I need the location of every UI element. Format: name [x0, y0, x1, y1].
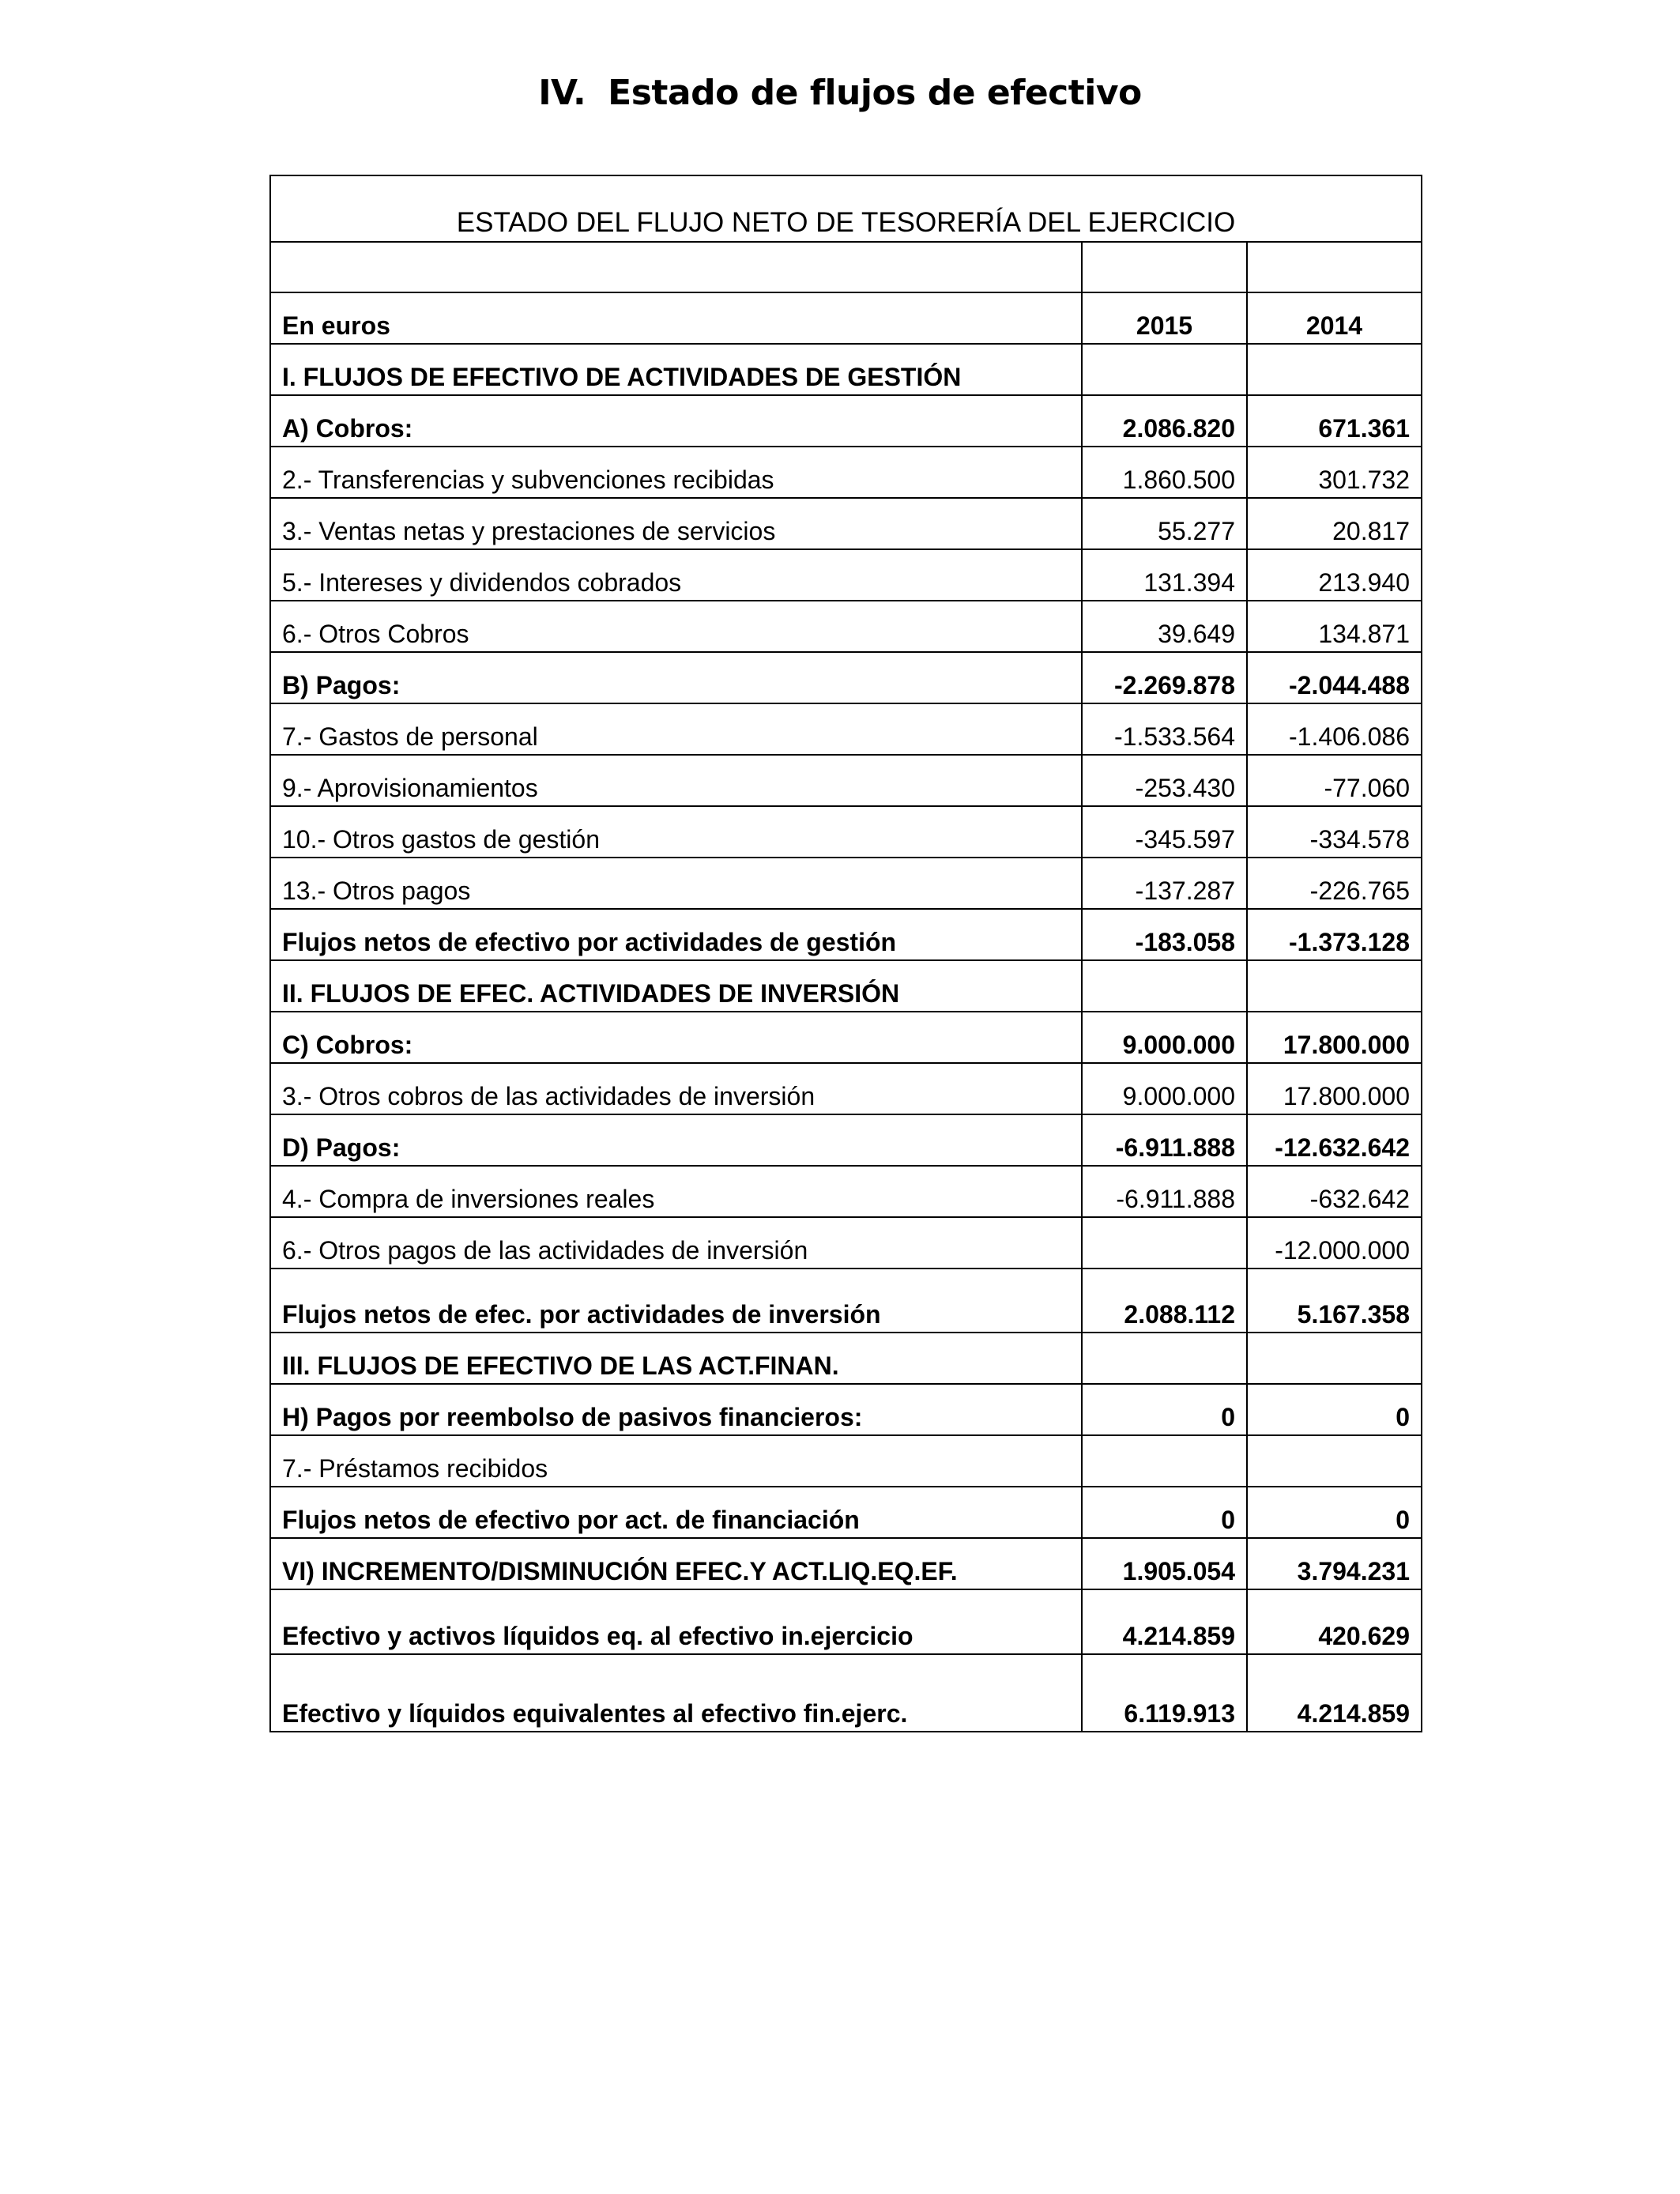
- table-title-row: [270, 175, 1422, 242]
- value-2014: 0: [1247, 1487, 1422, 1538]
- row-label: 3.- Ventas netas y prestaciones de servicios: [270, 498, 1082, 549]
- row-label: 13.- Otros pagos: [270, 858, 1082, 909]
- table-row: [270, 1269, 1422, 1333]
- value-2015: [1082, 960, 1247, 1012]
- row-label: 4.- Compra de inversiones reales: [270, 1166, 1082, 1217]
- value-2014: [1247, 960, 1422, 1012]
- row-label: I. FLUJOS DE EFECTIVO DE ACTIVIDADES DE GESTIÓN: [270, 344, 1082, 395]
- row-label: 7.- Gastos de personal: [270, 703, 1082, 755]
- value-2014: -77.060: [1247, 755, 1422, 806]
- row-label: 6.- Otros Cobros: [270, 601, 1082, 652]
- row-label: C) Cobros:: [270, 1012, 1082, 1063]
- table-row: [270, 1538, 1422, 1589]
- value-2015: 0: [1082, 1384, 1247, 1435]
- value-2014: -226.765: [1247, 858, 1422, 909]
- table-row: [270, 909, 1422, 960]
- table-row: [270, 1012, 1422, 1063]
- row-label: Efectivo y líquidos equivalentes al efectivo fin.ejerc.: [270, 1654, 1082, 1732]
- units-label: En euros: [270, 292, 1082, 344]
- table-row: [270, 447, 1422, 498]
- table-row: [270, 1166, 1422, 1217]
- value-2014: -1.373.128: [1247, 909, 1422, 960]
- value-2014: 134.871: [1247, 601, 1422, 652]
- value-2014: -1.406.086: [1247, 703, 1422, 755]
- value-2015: 9.000.000: [1082, 1063, 1247, 1114]
- value-2015: 0: [1082, 1487, 1247, 1538]
- value-2014: 4.214.859: [1247, 1654, 1422, 1732]
- value-2015: 1.860.500: [1082, 447, 1247, 498]
- value-2014: 20.817: [1247, 498, 1422, 549]
- value-2015: -2.269.878: [1082, 652, 1247, 703]
- spacer-cell: [270, 242, 1082, 292]
- cash-flow-table: [269, 175, 1422, 1732]
- value-2014: 5.167.358: [1247, 1269, 1422, 1333]
- table-row: [270, 1063, 1422, 1114]
- table-row: [270, 1333, 1422, 1384]
- row-label: H) Pagos por reembolso de pasivos financieros:: [270, 1384, 1082, 1435]
- table-row: [270, 601, 1422, 652]
- row-label: VI) INCREMENTO/DISMINUCIÓN EFEC.Y ACT.LIQ.EQ.EF.: [270, 1538, 1082, 1589]
- value-2014: 3.794.231: [1247, 1538, 1422, 1589]
- row-label: 9.- Aprovisionamientos: [270, 755, 1082, 806]
- table-row: [270, 703, 1422, 755]
- table-row: [270, 1654, 1422, 1732]
- value-2014: 17.800.000: [1247, 1012, 1422, 1063]
- table-row: [270, 395, 1422, 447]
- row-label: Flujos netos de efectivo por act. de financiación: [270, 1487, 1082, 1538]
- table-row: [270, 960, 1422, 1012]
- value-2015: -1.533.564: [1082, 703, 1247, 755]
- value-2014: -12.632.642: [1247, 1114, 1422, 1166]
- row-label: Efectivo y activos líquidos eq. al efectivo in.ejercicio: [270, 1589, 1082, 1654]
- row-label: A) Cobros:: [270, 395, 1082, 447]
- row-label: 6.- Otros pagos de las actividades de inversión: [270, 1217, 1082, 1269]
- table-row: [270, 1217, 1422, 1269]
- row-label: III. FLUJOS DE EFECTIVO DE LAS ACT.FINAN.: [270, 1333, 1082, 1384]
- value-2015: 39.649: [1082, 601, 1247, 652]
- header-row: [270, 292, 1422, 344]
- value-2015: 4.214.859: [1082, 1589, 1247, 1654]
- table-row: [270, 1114, 1422, 1166]
- heading-number: IV.: [538, 73, 586, 113]
- value-2015: -183.058: [1082, 909, 1247, 960]
- value-2014: [1247, 1435, 1422, 1487]
- value-2015: -345.597: [1082, 806, 1247, 858]
- row-label: Flujos netos de efectivo por actividades de gestión: [270, 909, 1082, 960]
- value-2015: [1082, 344, 1247, 395]
- table-row: [270, 1384, 1422, 1435]
- value-2015: -6.911.888: [1082, 1114, 1247, 1166]
- spacer-row: [270, 242, 1422, 292]
- spacer-cell: [1082, 242, 1247, 292]
- year-2015-header: 2015: [1082, 292, 1247, 344]
- value-2014: 671.361: [1247, 395, 1422, 447]
- value-2015: [1082, 1333, 1247, 1384]
- row-label: B) Pagos:: [270, 652, 1082, 703]
- value-2014: 420.629: [1247, 1589, 1422, 1654]
- value-2015: [1082, 1217, 1247, 1269]
- value-2014: -632.642: [1247, 1166, 1422, 1217]
- table-row: [270, 806, 1422, 858]
- row-label: II. FLUJOS DE EFEC. ACTIVIDADES DE INVERSIÓN: [270, 960, 1082, 1012]
- table-row: [270, 1435, 1422, 1487]
- value-2014: -334.578: [1247, 806, 1422, 858]
- value-2015: -137.287: [1082, 858, 1247, 909]
- table-row: [270, 344, 1422, 395]
- row-label: 5.- Intereses y dividendos cobrados: [270, 549, 1082, 601]
- table-row: [270, 858, 1422, 909]
- table-row: [270, 549, 1422, 601]
- value-2014: 0: [1247, 1384, 1422, 1435]
- row-label: D) Pagos:: [270, 1114, 1082, 1166]
- table-row: [270, 498, 1422, 549]
- value-2015: 6.119.913: [1082, 1654, 1247, 1732]
- value-2015: 9.000.000: [1082, 1012, 1247, 1063]
- value-2014: 301.732: [1247, 447, 1422, 498]
- value-2014: [1247, 1333, 1422, 1384]
- value-2015: [1082, 1435, 1247, 1487]
- year-2014-header: 2014: [1247, 292, 1422, 344]
- heading-text: Estado de flujos de efectivo: [608, 73, 1142, 113]
- spacer-cell: [1247, 242, 1422, 292]
- value-2015: 131.394: [1082, 549, 1247, 601]
- value-2015: -6.911.888: [1082, 1166, 1247, 1217]
- page-heading: [0, 73, 1680, 113]
- value-2015: 1.905.054: [1082, 1538, 1247, 1589]
- row-label: 10.- Otros gastos de gestión: [270, 806, 1082, 858]
- row-label: 3.- Otros cobros de las actividades de inversión: [270, 1063, 1082, 1114]
- table-row: [270, 1589, 1422, 1654]
- value-2014: -2.044.488: [1247, 652, 1422, 703]
- table-row: [270, 652, 1422, 703]
- value-2015: 2.088.112: [1082, 1269, 1247, 1333]
- value-2014: 213.940: [1247, 549, 1422, 601]
- value-2014: -12.000.000: [1247, 1217, 1422, 1269]
- table-title: ESTADO DEL FLUJO NETO DE TESORERÍA DEL EJERCICIO: [270, 175, 1422, 242]
- table-body: [270, 344, 1422, 1732]
- value-2015: 2.086.820: [1082, 395, 1247, 447]
- table-row: [270, 1487, 1422, 1538]
- value-2014: 17.800.000: [1247, 1063, 1422, 1114]
- value-2015: 55.277: [1082, 498, 1247, 549]
- row-label: Flujos netos de efec. por actividades de inversión: [270, 1269, 1082, 1333]
- row-label: 2.- Transferencias y subvenciones recibidas: [270, 447, 1082, 498]
- row-label: 7.- Préstamos recibidos: [270, 1435, 1082, 1487]
- value-2014: [1247, 344, 1422, 395]
- value-2015: -253.430: [1082, 755, 1247, 806]
- table-row: [270, 755, 1422, 806]
